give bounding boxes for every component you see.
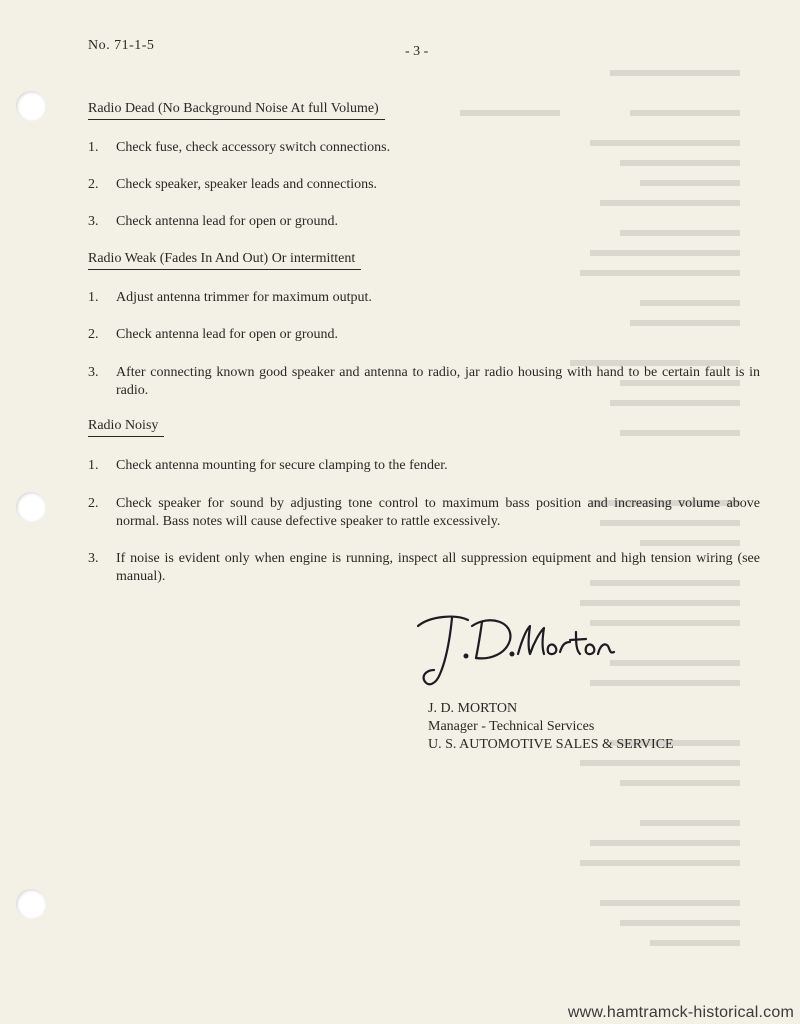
punch-hole (16, 492, 46, 522)
item-text: Check antenna mounting for secure clamping to the fender. (116, 458, 448, 473)
item-number: 3. (88, 365, 99, 380)
section-heading-text: Radio Dead (No Background Noise At full Volume) (88, 101, 385, 120)
item-number: 1. (88, 458, 99, 473)
section-heading-radio-weak (88, 251, 361, 272)
item-number: 1. (88, 140, 99, 155)
item-number: 3. (88, 214, 99, 229)
signer-company: U. S. AUTOMOTIVE SALES & SERVICE (428, 737, 674, 752)
handwritten-signature (410, 604, 630, 694)
item-text: Check speaker, speaker leads and connections. (116, 177, 378, 192)
signer-title: Manager - Technical Services (428, 719, 595, 734)
signer-name: J. D. MORTON (428, 701, 518, 716)
signature-block (428, 700, 674, 754)
item-text: Check speaker for sound by adjusting tone control to maximum bass position and increasing volume above normal. Bass notes will cause defective speaker to rattle excessively. (116, 496, 760, 529)
item-number: 1. (88, 290, 99, 305)
website-watermark: www.hamtramck-historical.com (567, 1004, 794, 1021)
list-item (88, 326, 760, 344)
list-item (88, 457, 760, 475)
punch-hole (16, 889, 46, 919)
list-item (88, 139, 760, 157)
list-item (88, 176, 760, 194)
item-number: 3. (88, 551, 99, 566)
item-text: If noise is evident only when engine is running, inspect all suppression equipment and high tension wiring (see manual). (116, 551, 760, 584)
section-heading-text: Radio Noisy (88, 418, 164, 437)
item-text: After connecting known good speaker and antenna to radio, jar radio housing with hand to be certain fault is in radio. (116, 365, 760, 398)
page-number: - 3 - (405, 44, 429, 59)
list-item (88, 289, 760, 307)
item-number: 2. (88, 496, 99, 511)
punch-hole (16, 91, 46, 121)
section-heading-radio-dead (88, 101, 385, 122)
item-number: 2. (88, 177, 99, 192)
item-text: Adjust antenna trimmer for maximum output. (116, 290, 372, 305)
section-heading-text: Radio Weak (Fades In And Out) Or intermittent (88, 251, 361, 270)
document-number: No. 71-1-5 (88, 38, 155, 53)
list-item (88, 495, 760, 531)
item-number: 2. (88, 327, 99, 342)
item-text: Check antenna lead for open or ground. (116, 327, 338, 342)
item-text: Check fuse, check accessory switch connections. (116, 140, 391, 155)
list-item (88, 550, 760, 586)
item-text: Check antenna lead for open or ground. (116, 214, 338, 229)
section-heading-radio-noisy (88, 418, 164, 439)
list-item (88, 213, 760, 231)
list-item (88, 364, 760, 400)
